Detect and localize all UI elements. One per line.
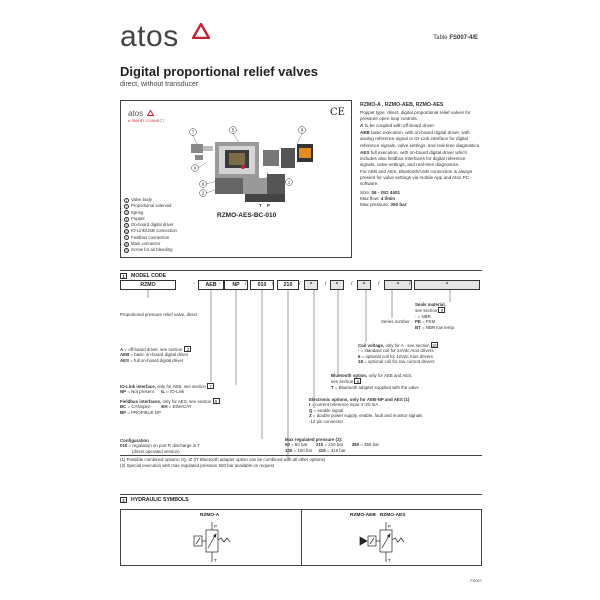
legend-number: 9 [125, 249, 128, 254]
section-2-rule [120, 494, 482, 495]
figure-brand-tag: e-SMART CONNECT [128, 119, 165, 123]
description-panel: RZMO-A , RZMO-AEB, RZMO-AES Poppet type, direct, digital proportional relief valves for pressure open loop controls. A to be coupled with off-board driver. AEB basic execution, with on-board digital driver, with analog reference signal or IO-Link interface for digital reference signals, valve settings, and real-time diagnostics. AES full execution, with on-board digital driver which includes also fieldbus interfaces for digital reference signals, valve settings, and real-time diagnostics. For AEB and AES, Bluetooth/USB connection is always present for valve settings via mobile App and Atos PC software. Size: 06 - ISO 4401 Max flow: 4 l/min Max pressure: 350 bar [360, 102, 481, 208]
hydraulic-symbol-rzmo-aeb-aes [358, 520, 408, 564]
model-code-separator: / [409, 281, 411, 287]
figure-model-label: RZMO-AES-BC-010 [217, 212, 277, 219]
hydraulic-symbols-divider [301, 509, 302, 566]
max-pressure-option: Max regulated pressure (2): 50 = 50 bar 210 = 210 bar 350 = 350 bar 100 = 100 bar 315 = 315 bar [285, 437, 379, 453]
legend-number: 8 [125, 242, 128, 247]
model-code-box: RZMO [120, 280, 176, 290]
footnote-2: (2) Special execution with max regulated pressure 500 bar available on request [120, 463, 275, 468]
legend-number: 7 [125, 236, 128, 241]
section-1-rule [120, 270, 482, 271]
legend-number: 3 [125, 211, 128, 216]
series-number-label: Series number [381, 319, 410, 324]
page-subtitle: direct, without transducer [120, 81, 199, 88]
callout-1: 1 [287, 179, 291, 185]
callout-2: 2 [201, 190, 205, 196]
port-t-label: T [259, 203, 262, 208]
section-model-code-heading: 1 MODEL CODE [120, 273, 166, 279]
figure-legend [124, 197, 216, 254]
product-description: Proportional pressure relief valve, direct [120, 312, 198, 317]
callout-9: 9 [201, 181, 205, 187]
description-heading: RZMO-A , RZMO-AEB, RZMO-AES [360, 102, 444, 108]
model-code-box: 010 [250, 280, 274, 290]
legend-number: 4 [125, 217, 128, 222]
callout-6: 6 [193, 165, 197, 171]
symbol-a-port-p: P [214, 524, 218, 529]
symbol-aeb-port-p: P [388, 524, 392, 529]
legend-text: Poppet [131, 215, 145, 221]
symbol-label-rzmo-aeb-aes: RZMO-AEB RZMO-AES [350, 513, 406, 518]
fieldbus-option: Fieldbus interfaces, only for AES, see section 8 BC = CANopen EH = EtherCAT BP = PROFIBUS DP [120, 398, 224, 415]
model-code-box: NP [224, 280, 248, 290]
model-code-box: * [330, 280, 344, 290]
model-code-separator: / [245, 281, 247, 287]
model-code-box: * [357, 280, 371, 290]
legend-text: Fieldbus connection [131, 234, 170, 240]
legend-number: 2 [125, 204, 128, 209]
model-code-separator: / [272, 281, 274, 287]
footnote-1: (1) Possible combined options: IQ, IZ (IT Bluetooth adapter option can be combined with all other options) [120, 457, 326, 462]
model-code-box: AEB [198, 280, 224, 290]
callout-5: 5 [231, 127, 235, 133]
legend-text: Valve body [131, 197, 152, 202]
model-code-box: 210 [277, 280, 299, 290]
ce-mark-icon: CE [330, 107, 345, 118]
footer-code: FS007 [470, 578, 482, 583]
electronic-options: Electronic options, only for AEB-NP and AES (1) I = current reference input 4÷20 mA Q = enable signal Z = double power supply, enable, fault and monitor signals -12 pin connector [309, 397, 423, 424]
section-hydraulic-symbols-heading: 2 HYDRAULIC SYMBOLS [120, 497, 189, 503]
model-code-box: * [414, 280, 480, 290]
legend-number: 5 [125, 223, 128, 228]
legend-text: IO-Link/USB connection [131, 228, 177, 234]
driver-option: A = off-board driver, see section 3 [120, 346, 195, 352]
logo-triangle-icon [192, 23, 210, 39]
figure-logo-triangle-icon [147, 110, 154, 116]
valve-illustration [185, 122, 325, 208]
model-code-box: * [384, 280, 412, 290]
model-code-separator: - [193, 281, 195, 287]
legend-text: Main connector [131, 241, 161, 247]
legend-text: Screw for air bleeding [131, 247, 173, 253]
page-title: Digital proportional relief valves [120, 64, 318, 79]
callout-7: 7 [191, 129, 195, 135]
bluetooth-option: Bluetooth option, only for AEB and AES, see section 6 T = Bluetooth adapter supplied with the valve [331, 373, 419, 390]
description-intro: Poppet type, direct, digital proportional relief valves for pressure open loop controls. [360, 110, 471, 122]
bluetooth-note: For AEB and AES, Bluetooth/USB connection is always present for valve settings via mobile App and Atos PC software. [360, 168, 473, 187]
legend-text: On-board digital driver [131, 222, 174, 228]
model-code-separator: / [299, 281, 301, 287]
model-code-separator: / [325, 281, 327, 287]
legend-number: 1 [125, 198, 128, 203]
symbol-a-port-t: T [214, 558, 217, 563]
legend-number: 6 [125, 230, 128, 235]
symbol-aeb-port-t: T [388, 558, 391, 563]
figure-brand-logo: atos [128, 109, 144, 118]
model-code-separator: / [351, 281, 353, 287]
driver-options [120, 346, 195, 363]
legend-text: Proportional solenoid [131, 203, 172, 209]
notes-rule [120, 455, 482, 456]
hydraulic-symbol-rzmo-a [190, 520, 234, 564]
table-reference: Table FS007-4/E [433, 35, 478, 41]
model-code-separator: - [219, 281, 221, 287]
legend-item [124, 247, 216, 253]
atos-logo: atos [120, 20, 179, 53]
legend-text: Spring [131, 209, 144, 215]
coil-voltage-option: Coil voltage, only for A - see section 16 - = standard coil for 24Vdc Atos drivers 6 = optional coil for 12Vdc Atos drivers 18 = optional coil for low current drivers [358, 343, 437, 365]
port-p-label: P [267, 203, 270, 208]
symbol-label-rzmo-a: RZMO-A [200, 513, 220, 518]
driver-option: AEB = basic on-board digital driver [120, 352, 189, 358]
model-code-box: * [304, 280, 318, 290]
callout-8: 8 [300, 127, 304, 133]
model-code-separator: / [378, 281, 380, 287]
driver-option: AES = full on-board digital driver [120, 357, 184, 363]
seals-option: Seals material, see section 9 - = NBR PE = FKM BT = NBR low temp. [415, 302, 456, 330]
configuration-option: Configuration 010 = regulation on port P, discharge in T (direct operated version) [120, 438, 201, 454]
io-link-option: IO-Link interface, only for AEB, see section 7 NP = Not present IL = IO-Link [120, 383, 218, 395]
spec-list: Size: 06 - ISO 4401 Max flow: 4 l/min Max pressure: 350 bar [360, 190, 407, 208]
